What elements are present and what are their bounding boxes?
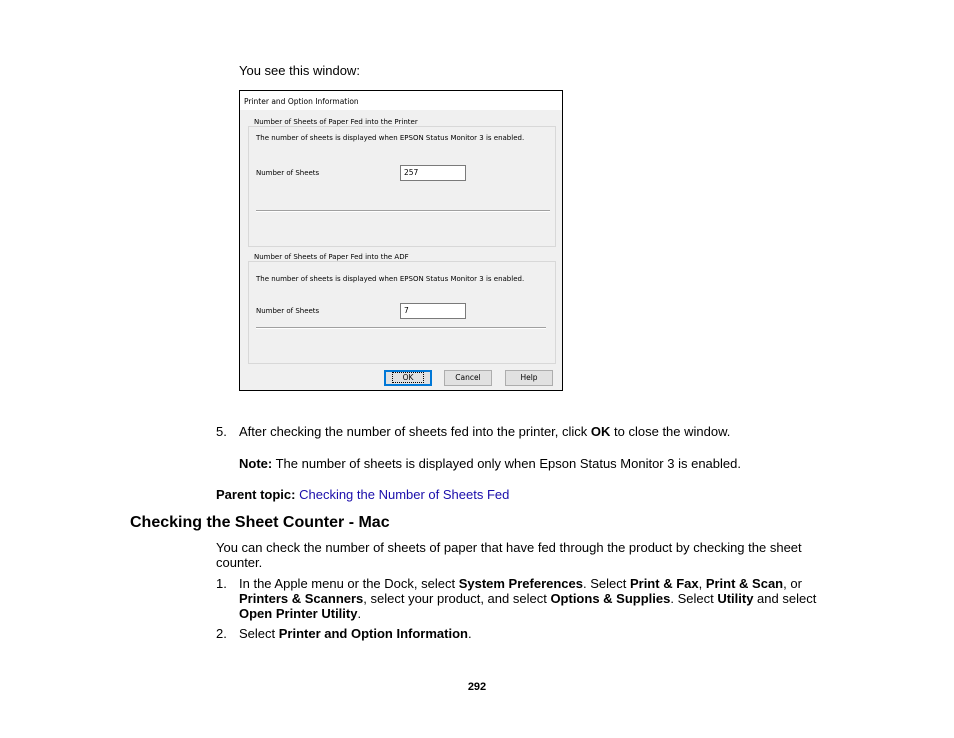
dialog-titlebar [240,91,562,110]
printer-sheets-group [248,126,556,247]
cancel-button[interactable]: Cancel [444,370,492,386]
page-number: 292 [467,681,487,693]
parent-topic-link[interactable]: Checking the Number of Sheets Fed [299,487,510,502]
adf-sheets-label: Number of Sheets [256,307,320,315]
group2-separator [256,327,546,329]
step1-number: 1. [216,576,227,591]
intro-text: You see this window: [239,63,360,78]
step2-number: 2. [216,626,227,641]
printer-sheets-field[interactable]: 257 [400,165,466,181]
printer-sheets-note: The number of sheets is displayed when EPSON Status Monitor 3 is enabled. [256,134,525,142]
section-intro: You can check the number of sheets of paper that have fed through the product by checking the sheet counter. [216,540,802,570]
section-heading: Checking the Sheet Counter - Mac [130,514,390,531]
group1-separator [256,210,550,212]
adf-sheets-field[interactable]: 7 [400,303,466,319]
ok-button-label: OK [393,373,424,382]
step5-number: 5. [216,424,227,439]
step2-text: Select Printer and Option Information. [239,626,472,641]
note-text: Note: The number of sheets is displayed only when Epson Status Monitor 3 is enabled. [239,456,741,471]
step5-text: After checking the number of sheets fed into the printer, click OK to close the window. [239,424,731,439]
printer-option-info-dialog [239,90,563,391]
ok-button[interactable] [384,370,432,386]
help-button[interactable]: Help [505,370,553,386]
printer-sheets-legend: Number of Sheets of Paper Fed into the Printer [254,118,418,126]
parent-topic: Parent topic: Checking the Number of Sheets Fed [216,487,510,502]
step1-text: In the Apple menu or the Dock, select System Preferences. Select Print & Fax, Print & Scan, or Printers & Scanners, select your product, and select Options & Supplies. Select Utility and select Open Printer Utility. [239,576,817,621]
dialog-title: Printer and Option Information [244,97,359,106]
adf-sheets-note: The number of sheets is displayed when EPSON Status Monitor 3 is enabled. [256,275,525,283]
printer-sheets-label: Number of Sheets [256,169,320,177]
adf-sheets-legend: Number of Sheets of Paper Fed into the ADF [254,253,409,261]
